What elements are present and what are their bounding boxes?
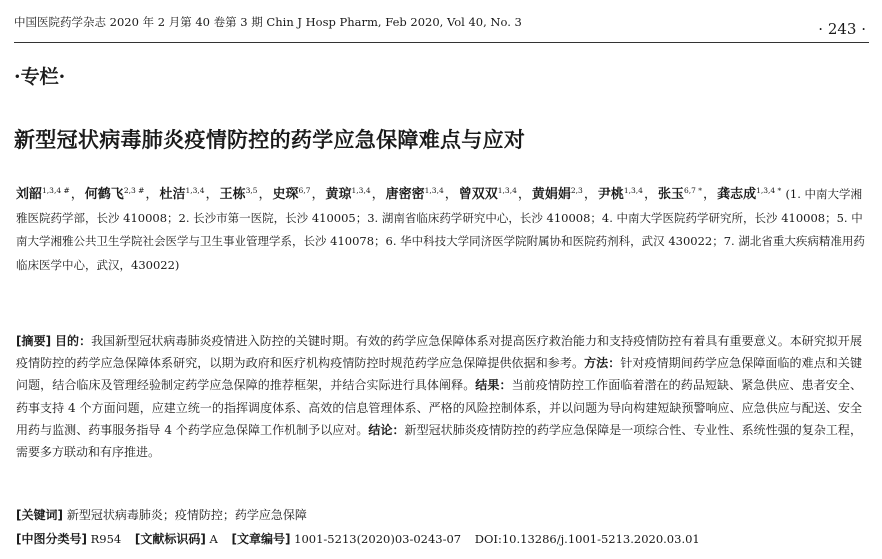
author-name: 何鹤飞: [84, 187, 124, 202]
author-name: 史琛: [272, 187, 299, 202]
author-affiliation-marker: 3,5: [245, 186, 258, 195]
author-affiliation-marker: 6,7: [298, 186, 311, 195]
section-tag: ·专栏·: [14, 66, 66, 88]
header-rule: [14, 42, 869, 43]
author-separator: ，: [145, 187, 159, 202]
author-name: 龚志成: [717, 187, 757, 202]
author-affiliation-marker: 1,3,4 #: [42, 186, 70, 195]
author-separator: ，: [517, 187, 531, 202]
author-name: 黄琼: [325, 187, 352, 202]
author-name: 尹桃: [597, 187, 624, 202]
author-separator: ，: [311, 187, 325, 202]
author-name: 刘韶: [16, 187, 43, 202]
author-affiliation-marker: 6,7 *: [683, 186, 703, 195]
keywords-label: [关键词]: [16, 508, 63, 522]
abstract-label: [摘要]: [16, 334, 52, 348]
page-number: · 243 ·: [818, 20, 866, 38]
classification-line: [16, 530, 866, 547]
abstract: [16, 330, 862, 463]
results-label: 结果：: [475, 378, 512, 393]
author-separator: ，: [205, 187, 219, 202]
author-separator: ，: [583, 187, 597, 202]
author-name: 杜洁: [159, 187, 186, 202]
conclusion-text: 新型冠状肺炎疫情防控的药学应急保障是一项综合性、专业性、系统性强的复杂工程，需要多方联动和有序推进。: [16, 422, 862, 460]
author-affiliation-marker: 1,3,4 *: [756, 186, 782, 195]
author-affiliation-marker: 1,3,4: [185, 186, 205, 195]
clc-label: [中图分类号]: [16, 532, 87, 546]
doc-code-value: A: [209, 532, 218, 546]
results-text: 当前疫情防控工作面临着潜在的药品短缺、紧急供应、患者安全、药事支持 4 个方面问题，应建立统一的指挥调度体系、高效的信息管理体系、严格的风险控制体系，并以问题为导向构建短缺预警响应、应急供应与配送、安全用药与监测、药事服务指导 4 个药学应急保障工作机制予以应对。: [16, 378, 862, 437]
author-affiliation-marker: 1,3,4: [623, 186, 643, 195]
author-affiliation-marker: 1,3,4: [497, 186, 517, 195]
objective-label: 目的：: [54, 334, 92, 348]
clc-value: R954: [90, 532, 122, 546]
author-affiliation-marker: 1,3,4: [424, 186, 444, 195]
author-separator: ，: [258, 187, 272, 202]
author-name: 唐密密: [385, 187, 425, 202]
conclusion-label: 结论：: [368, 422, 405, 437]
article-no-label: [文章编号]: [231, 532, 291, 546]
running-head: 中国医院药学杂志 2020 年 2 月第 40 卷第 3 期 Chin J Hosp Pharm, Feb 2020, Vol 40, No. 3: [14, 15, 522, 29]
author-name: 黄娟娟: [531, 187, 571, 202]
doi: DOI:10.13286/j.1001-5213.2020.03.01: [474, 532, 700, 546]
author-name: 曾双双: [458, 187, 498, 202]
methods-label: 方法：: [584, 356, 621, 371]
objective-text: 我国新型冠状病毒肺炎疫情进入防控的关键时期。有效的药学应急保障体系对提高医疗救治能力和支持疫情防控有着具有重要意义。本研究拟开展疫情防控的药学应急保障体系研究，以期为政府和医疗机构疫情防控时规范药学应急保障提供依据和参考。: [16, 334, 862, 371]
keywords-text: 新型冠状病毒肺炎；疫情防控；药学应急保障: [66, 508, 307, 522]
methods-text: 针对疫情期间药学应急保障面临的难点和关键问题，结合临床及管理经验制定药学应急保障的推荐框架，并结合实际进行具体阐释。: [16, 356, 862, 393]
author-separator: ，: [444, 187, 458, 202]
author-separator: ，: [643, 187, 657, 202]
article-no-value: 1001-5213(2020)03-0243-07: [294, 532, 462, 546]
author-affiliation-marker: 2,3 #: [123, 186, 145, 195]
author-block: [16, 183, 868, 277]
author-list: [16, 187, 785, 202]
affiliations: (1. 中南大学湘雅医院药学部，长沙 410008；2. 长沙市第一医院，长沙 410005；3. 湖南省临床药学研究中心，长沙 410008；4. 中南大学医院药学研究所，长沙 410008；5. 中南大学湘雅公共卫生学院社会医学与卫生事业管理学系，长沙 410078；6. 华中科技大学同济医学院附属协和医院药剂科，武汉 430022；7. 湖北省重大疾病精准用药临床医学中心，武汉，430022): [16, 187, 865, 272]
author-separator: ，: [70, 187, 84, 202]
keywords: [16, 506, 862, 523]
author-affiliation-marker: 2,3: [570, 186, 583, 195]
author-affiliation-marker: 1,3,4: [351, 186, 371, 195]
author-separator: ，: [703, 187, 717, 202]
author-name: 张玉: [657, 187, 684, 202]
author-separator: ，: [371, 187, 385, 202]
paper-title: 新型冠状病毒肺炎疫情防控的药学应急保障难点与应对: [14, 128, 526, 152]
doc-code-label: [文献标识码]: [134, 532, 206, 546]
author-name: 王栋: [219, 187, 246, 202]
